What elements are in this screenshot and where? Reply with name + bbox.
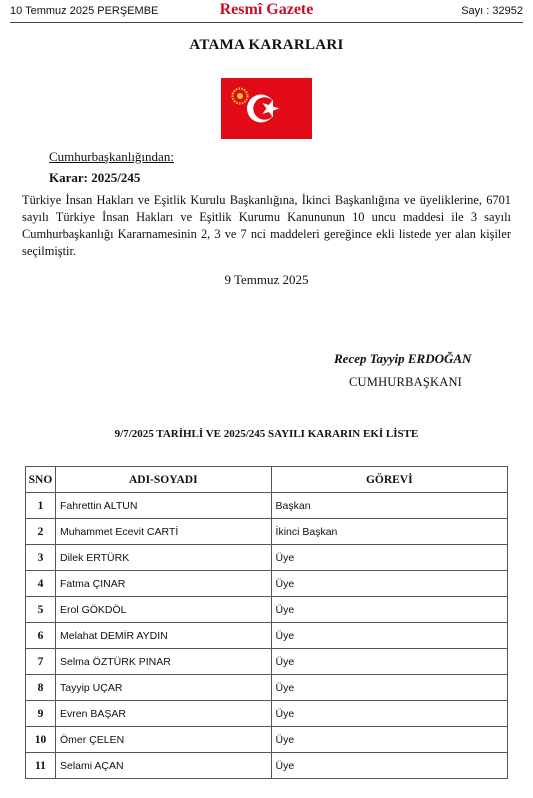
table-row [26, 597, 508, 623]
table-row [26, 519, 508, 545]
person-role: Üye [271, 545, 507, 571]
turkish-flag-icon [221, 78, 312, 139]
person-name: Ömer ÇELEN [55, 727, 271, 753]
person-role: Üye [271, 675, 507, 701]
person-role: Üye [271, 727, 507, 753]
person-name: Dilek ERTÜRK [55, 545, 271, 571]
signer-title: CUMHURBAŞKANI [349, 375, 463, 389]
person-role: İkinci Başkan [271, 519, 507, 545]
decision-body [22, 192, 511, 260]
table-row [26, 649, 508, 675]
table-row [26, 753, 508, 779]
row-number: 2 [26, 519, 56, 545]
row-number: 7 [26, 649, 56, 675]
column-header-role: GÖREVİ [271, 467, 507, 493]
row-number: 6 [26, 623, 56, 649]
decision-date: 9 Temmuz 2025 [224, 272, 309, 287]
table-row [26, 727, 508, 753]
person-role: Üye [271, 701, 507, 727]
column-header-name: ADI-SOYADI [55, 467, 271, 493]
person-role: Başkan [271, 493, 507, 519]
table-row [26, 493, 508, 519]
table-row [26, 675, 508, 701]
person-name: Tayyip UÇAR [55, 675, 271, 701]
person-name: Erol GÖKDÖL [55, 597, 271, 623]
list-title: 9/7/2025 TARİHLİ VE 2025/245 SAYILI KARARIN EKİ LİSTE [114, 428, 419, 440]
row-number: 4 [26, 571, 56, 597]
header-divider [10, 22, 523, 23]
document-title: ATAMA KARARLARI [189, 37, 344, 53]
table-row [26, 623, 508, 649]
row-number: 1 [26, 493, 56, 519]
person-role: Üye [271, 623, 507, 649]
appointment-table [25, 466, 508, 779]
person-name: Selma ÖZTÜRK PINAR [55, 649, 271, 675]
issuer-line: Cumhurbaşkanlığından: [49, 149, 174, 164]
person-name: Evren BAŞAR [55, 701, 271, 727]
issue-number: Sayı : 32952 [461, 5, 523, 17]
row-number: 9 [26, 701, 56, 727]
column-header-sno: SNO [26, 467, 56, 493]
table-header-row [26, 467, 508, 493]
gazette-title: Resmî Gazete [219, 1, 314, 18]
gazette-header [0, 0, 533, 24]
row-number: 5 [26, 597, 56, 623]
person-role: Üye [271, 753, 507, 779]
row-number: 3 [26, 545, 56, 571]
person-name: Muhammet Ecevit CARTİ [55, 519, 271, 545]
person-role: Üye [271, 571, 507, 597]
person-role: Üye [271, 649, 507, 675]
decision-paragraph: Türkiye İnsan Hakları ve Eşitlik Kurulu Başkanlığına, İkinci Başkanlığına ve üyeliklerine, 6701 sayılı Türkiye İnsan Hakları ve Eşitlik Kurumu Kanununun 10 uncu maddesi ile 3 sayılı Cumhurbaşkanlığı Kararnamesinin 2, 3 ve 7 nci maddeleri gereğince ekli listede yer alan kişiler seçilmiştir. [22, 193, 511, 258]
person-name: Fahrettin ALTUN [55, 493, 271, 519]
table-row [26, 571, 508, 597]
decision-number: Karar: 2025/245 [49, 170, 141, 185]
header-date: 10 Temmuz 2025 PERŞEMBE [10, 5, 159, 17]
person-name: Fatma ÇINAR [55, 571, 271, 597]
row-number: 11 [26, 753, 56, 779]
signer-name: Recep Tayyip ERDOĞAN [334, 351, 472, 366]
person-name: Melahat DEMİR AYDIN [55, 623, 271, 649]
person-role: Üye [271, 597, 507, 623]
row-number: 8 [26, 675, 56, 701]
table-row [26, 545, 508, 571]
table-row [26, 701, 508, 727]
person-name: Selami AÇAN [55, 753, 271, 779]
row-number: 10 [26, 727, 56, 753]
